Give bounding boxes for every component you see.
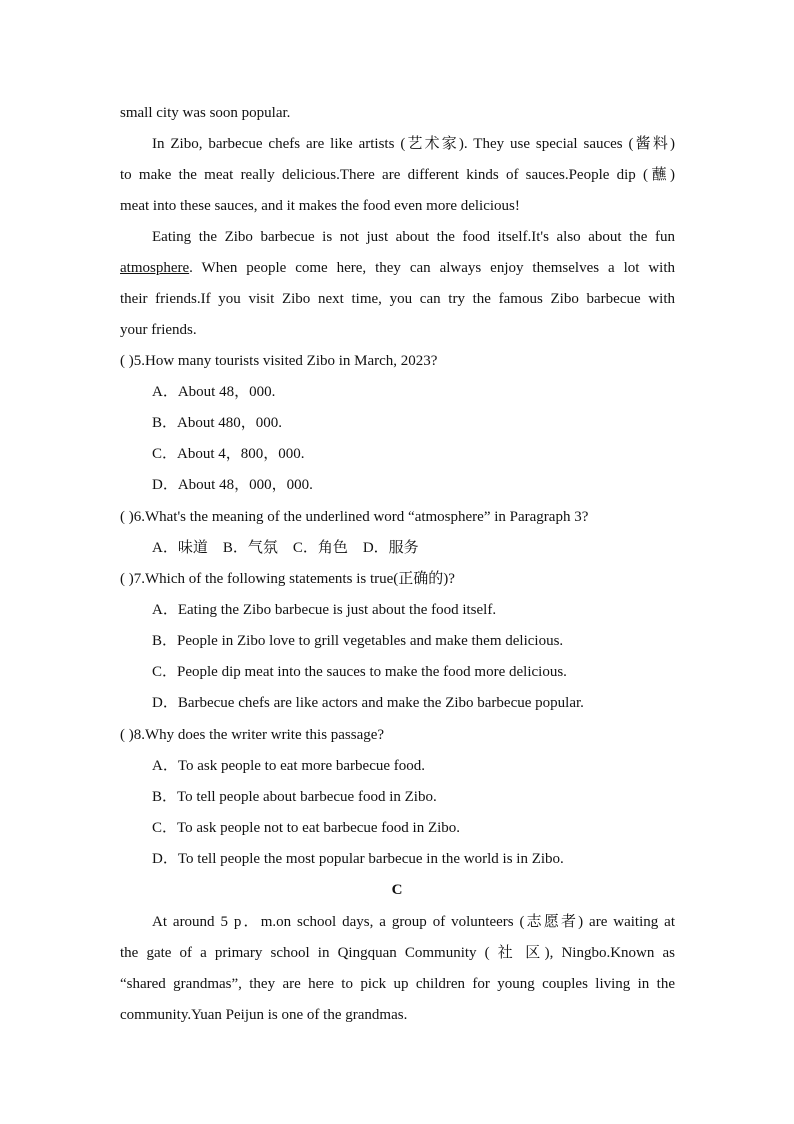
passage-line: In Zibo, barbecue chefs are like artists (艺术家). They use special sauces (酱料)	[152, 136, 675, 152]
question-stem: ( )6.What's the meaning of the underlined word “atmosphere” in Paragraph 3?	[120, 509, 589, 525]
passage-line: to make the meat really delicious.There are different kinds of sauces.People dip (蘸)	[120, 167, 675, 183]
passage-line: community.Yuan Peijun is one of the grandmas.	[120, 1007, 408, 1023]
passage-line: “shared grandmas”, they are here to pick up children for young couples living in the	[120, 976, 675, 992]
answer-option: D．Barbecue chefs are like actors and make the Zibo barbecue popular.	[152, 695, 584, 711]
answer-option: B．To tell people about barbecue food in Zibo.	[152, 789, 437, 805]
answer-option: D．About 48，000，000.	[152, 477, 313, 493]
passage-line: meat into these sauces, and it makes the food even more delicious!	[120, 198, 520, 214]
passage-line: their friends.If you visit Zibo next time, you can try the famous Zibo barbecue with	[120, 291, 675, 307]
answer-option: C．People dip meat into the sauces to make the food more delicious.	[152, 664, 567, 680]
answer-option: A．About 48，000.	[152, 384, 276, 400]
answer-option: D．To tell people the most popular barbecue in the world is in Zibo.	[152, 851, 564, 867]
question-stem: ( )8.Why does the writer write this passage?	[120, 727, 385, 743]
passage-line	[120, 258, 675, 278]
question-stem: ( )7.Which of the following statements is true(正确的)?	[120, 571, 455, 587]
answer-option: A．To ask people to eat more barbecue food.	[152, 758, 426, 774]
passage-line: your friends.	[120, 322, 197, 338]
passage-line: the gate of a primary school in Qingquan Community ( 社 区), Ningbo.Known as	[120, 945, 675, 961]
question-stem: ( )5.How many tourists visited Zibo in March, 2023?	[120, 353, 438, 369]
answer-option: A．味道 B．气氛 C．角色 D．服务	[152, 540, 419, 556]
section-heading: C	[391, 882, 403, 898]
passage-line-rest: . When people come here, they can always enjoy themselves a lot with	[189, 260, 675, 276]
passage-line: At around 5 p．m.on school days, a group of volunteers (志愿者) are waiting at	[152, 914, 675, 930]
answer-option: B．People in Zibo love to grill vegetables and make them delicious.	[152, 633, 564, 649]
answer-option: C．About 4，800，000.	[152, 446, 305, 462]
passage-line: Eating the Zibo barbecue is not just about the food itself.It's also about the fun	[152, 229, 675, 245]
underlined-word: atmosphere	[120, 260, 190, 276]
answer-option: A．Eating the Zibo barbecue is just about the food itself.	[152, 602, 497, 618]
answer-option: C．To ask people not to eat barbecue food in Zibo.	[152, 820, 461, 836]
passage-line: small city was soon popular.	[120, 105, 291, 121]
answer-option: B．About 480，000.	[152, 415, 283, 431]
